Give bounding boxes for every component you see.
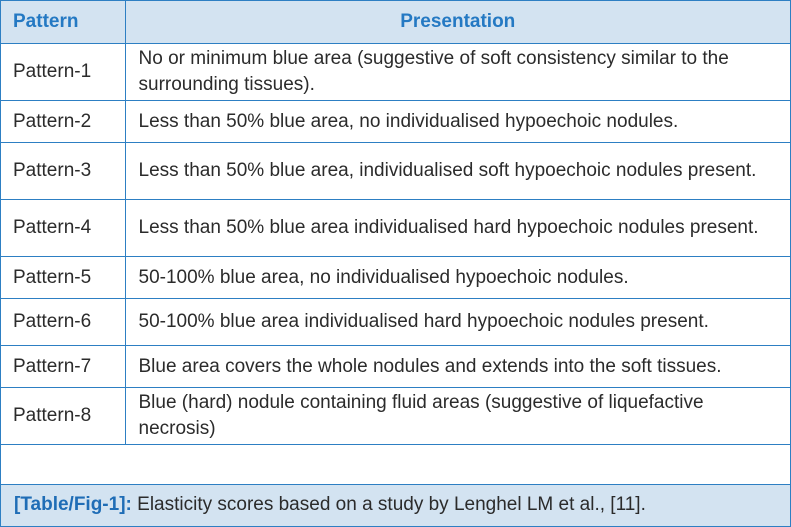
pattern-cell: Pattern-5 <box>1 257 125 299</box>
presentation-cell: Less than 50% blue area, no individualised hypoechoic nodules. <box>125 101 790 143</box>
pattern-cell: Pattern-3 <box>1 143 125 200</box>
presentation-cell: Less than 50% blue area, individualised soft hypoechoic nodules present. <box>125 143 790 200</box>
column-header-pattern: Pattern <box>1 1 125 44</box>
pattern-cell: Pattern-7 <box>1 346 125 388</box>
table-row <box>1 143 790 200</box>
presentation-cell: No or minimum blue area (suggestive of soft consistency similar to the surrounding tissues). <box>125 44 790 101</box>
column-header-presentation: Presentation <box>125 1 790 44</box>
caption-text: Elasticity scores based on a study by Lenghel LM et al., [11]. <box>137 494 646 515</box>
table-row <box>1 101 790 143</box>
pattern-cell: Pattern-2 <box>1 101 125 143</box>
presentation-cell: 50-100% blue area, no individualised hypoechoic nodules. <box>125 257 790 299</box>
presentation-cell: Less than 50% blue area individualised hard hypoechoic nodules present. <box>125 200 790 257</box>
pattern-cell: Pattern-8 <box>1 388 125 445</box>
caption-label: [Table/Fig-1]: <box>14 494 132 515</box>
pattern-cell: Pattern-4 <box>1 200 125 257</box>
table-header-row <box>1 1 790 44</box>
presentation-cell: 50-100% blue area individualised hard hypoechoic nodules present. <box>125 299 790 346</box>
table-row <box>1 299 790 346</box>
pattern-cell: Pattern-6 <box>1 299 125 346</box>
table-row <box>1 346 790 388</box>
elasticity-table <box>1 1 790 445</box>
table-row <box>1 388 790 445</box>
table-row <box>1 44 790 101</box>
table-row <box>1 257 790 299</box>
table-row <box>1 200 790 257</box>
figure-caption <box>1 484 790 526</box>
presentation-cell: Blue area covers the whole nodules and extends into the soft tissues. <box>125 346 790 388</box>
pattern-cell: Pattern-1 <box>1 44 125 101</box>
presentation-cell: Blue (hard) nodule containing fluid areas (suggestive of liquefactive necrosis) <box>125 388 790 445</box>
